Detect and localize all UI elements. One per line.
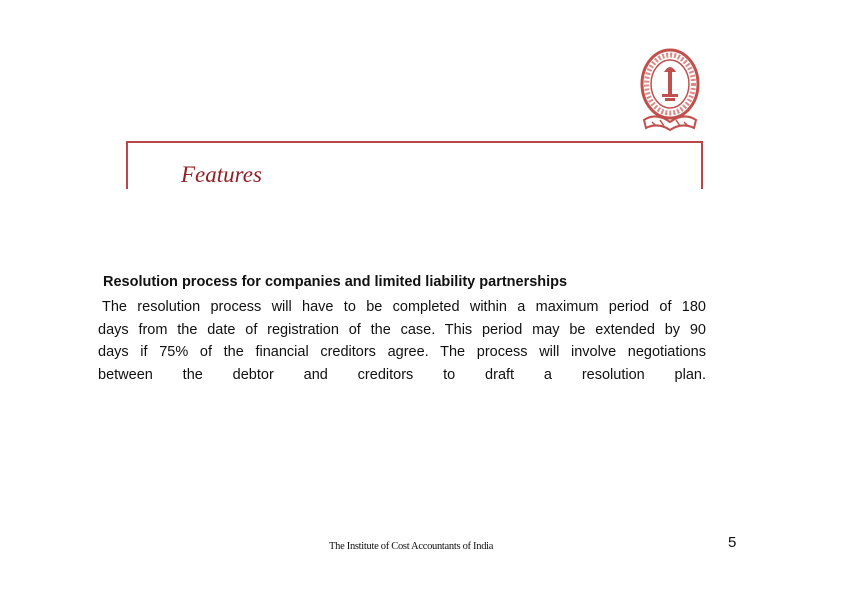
institute-logo [638,46,702,138]
body-line: days if 75% of the financial creditors agree. The process will involve negotiations [98,344,706,360]
footer-text: The Institute of Cost Accountants of India [329,541,494,552]
body-line: The resolution process will have to be completed within a maximum period of 180 [102,299,706,315]
institute-seal-icon [638,46,702,138]
body-line: days from the date of registration of the case. This period may be extended by 90 [98,321,706,338]
page-number: 5 [728,534,737,551]
section-subheading: Resolution process for companies and limited liability partnerships [103,274,568,290]
body-line: between the debtor and creditors to draft a resolution plan. [98,366,706,383]
slide-heading: Features [181,162,262,187]
body-paragraph [98,296,706,386]
